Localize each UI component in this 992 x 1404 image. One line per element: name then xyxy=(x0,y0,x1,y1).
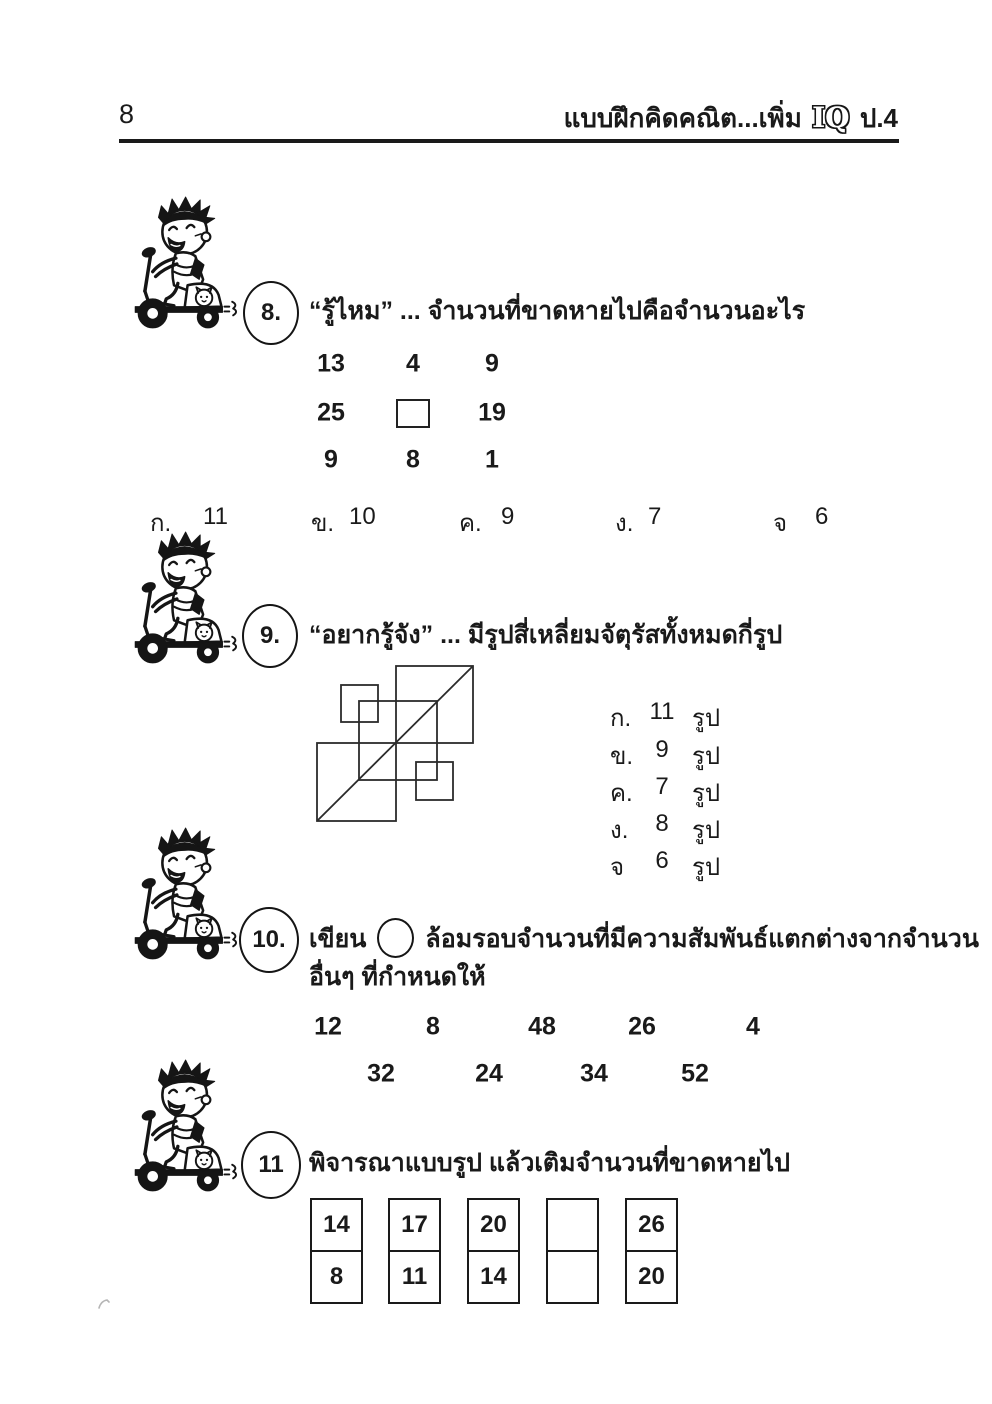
q11-pattern-box xyxy=(546,1198,599,1304)
q8-grid-cell: 4 xyxy=(406,349,420,378)
q8-grid-cell: 19 xyxy=(478,398,506,427)
q11-pattern-box xyxy=(310,1198,363,1304)
q11-pattern-box-top: 20 xyxy=(469,1200,518,1252)
q8-option-value: 10 xyxy=(349,503,376,530)
q11-pattern-box-top: 26 xyxy=(627,1200,676,1252)
q10-prompt-end: ล้อมรอบจำนวนที่มีความสัมพันธ์แตกต่างจากจำนวน xyxy=(425,925,979,953)
q11-pattern-box-top: 17 xyxy=(390,1200,439,1252)
q8-option-value: 9 xyxy=(501,503,515,530)
boy-on-scooter-icon xyxy=(110,1055,238,1195)
header-title-suffix: ป.4 xyxy=(859,103,898,133)
q9-option-label: ก. xyxy=(610,705,632,732)
q8-grid-cell: 25 xyxy=(317,398,345,427)
header-title xyxy=(564,98,898,139)
header-iq-logo: IQ xyxy=(812,101,850,134)
q10-number: 34 xyxy=(580,1059,608,1088)
q11-pattern-box-bottom: 11 xyxy=(401,1263,428,1290)
q8-grid-cell: 9 xyxy=(485,349,499,378)
q9-option xyxy=(610,698,750,737)
q8-option-value: 11 xyxy=(203,503,228,530)
q10-number: 26 xyxy=(628,1012,656,1041)
q9-option-unit: รูป xyxy=(692,743,721,770)
q8-option-label: ค. xyxy=(459,510,482,537)
q11-pattern-box xyxy=(388,1198,441,1304)
q9-option-value: 8 xyxy=(655,810,669,837)
overlapping-squares-figure xyxy=(312,661,478,827)
q10-number: 12 xyxy=(314,1012,342,1041)
q8-option-label: ข. xyxy=(311,510,335,537)
q10-number: 4 xyxy=(746,1012,760,1041)
q9-option xyxy=(610,810,750,849)
q8-grid-cell: 9 xyxy=(324,445,338,474)
boy-on-scooter-icon xyxy=(110,527,238,667)
q9-option-value: 11 xyxy=(649,698,675,725)
q10-prompt xyxy=(309,918,979,996)
q10-number: 48 xyxy=(528,1012,556,1041)
q8-option-value: 6 xyxy=(815,503,829,530)
q11-pattern-box xyxy=(625,1198,678,1304)
q9-number-badge: 9. xyxy=(242,604,298,668)
page-number: 8 xyxy=(119,99,135,129)
q9-option xyxy=(610,847,750,886)
q9-option-unit: รูป xyxy=(692,780,721,807)
q11-pattern-box-top: 14 xyxy=(312,1200,361,1252)
q9-option-value: 9 xyxy=(655,736,669,763)
q9-option-label: ง. xyxy=(610,817,629,844)
q8-option-value: 7 xyxy=(648,503,662,530)
q11-pattern-box-bottom: 14 xyxy=(480,1263,507,1290)
q10-number: 52 xyxy=(681,1059,709,1088)
q9-option xyxy=(610,773,750,812)
q11-pattern-box-bottom: 8 xyxy=(329,1263,344,1290)
q9-option-label: ข. xyxy=(610,743,634,770)
q11-pattern-box-bottom xyxy=(548,1252,597,1302)
q10-number-badge: 10. xyxy=(239,907,299,973)
q11-number-badge: 11 xyxy=(241,1131,301,1199)
q8-grid-cell: 8 xyxy=(406,445,420,474)
q9-option-unit: รูป xyxy=(692,817,721,844)
header-rule xyxy=(119,139,899,143)
q8-grid-cell: 13 xyxy=(317,349,345,378)
q11-pattern-box-top xyxy=(548,1200,597,1252)
q8-option-label: ง. xyxy=(615,510,634,537)
q9-option-label: ค. xyxy=(610,780,633,807)
q9-option-label: จ xyxy=(610,854,625,881)
q11-pattern-box xyxy=(467,1198,520,1304)
q8-missing-number-box xyxy=(396,399,430,428)
q9-option-unit: รูป xyxy=(692,705,721,732)
boy-on-scooter-icon xyxy=(110,192,238,332)
boy-on-scooter-icon xyxy=(110,823,238,963)
circle-symbol-icon xyxy=(377,918,414,958)
q10-prompt-start: เขียน xyxy=(309,925,367,953)
q10-number: 32 xyxy=(367,1059,395,1088)
q8-prompt: “รู้ไหม” ... จำนวนที่ขาดหายไปคือจำนวนอะไร xyxy=(309,297,806,325)
q11-prompt: พิจารณาแบบรูป แล้วเติมจำนวนที่ขาดหายไป xyxy=(309,1149,791,1177)
q10-prompt-line2: อื่นๆ ที่กำหนดให้ xyxy=(309,963,486,991)
q8-option-label: ก. xyxy=(150,510,172,537)
q8-number-badge: 8. xyxy=(243,281,299,345)
q10-number: 24 xyxy=(475,1059,503,1088)
q9-prompt: “อยากรู้จัง” ... มีรูปสี่เหลี่ยมจัตุรัสทั้งหมดกี่รูป xyxy=(309,621,783,649)
scan-speckle xyxy=(96,1296,114,1312)
q10-number: 8 xyxy=(426,1012,440,1041)
q9-option-unit: รูป xyxy=(692,854,721,881)
q9-option-value: 7 xyxy=(655,773,669,800)
q9-option-value: 6 xyxy=(655,847,669,874)
q9-option xyxy=(610,736,750,775)
q8-option-label: จ xyxy=(773,510,788,537)
header-title-prefix: แบบฝึกคิดคณิต...เพิ่ม xyxy=(563,103,802,133)
q8-grid-cell: 1 xyxy=(485,445,499,474)
q11-pattern-box-bottom: 20 xyxy=(638,1263,665,1290)
